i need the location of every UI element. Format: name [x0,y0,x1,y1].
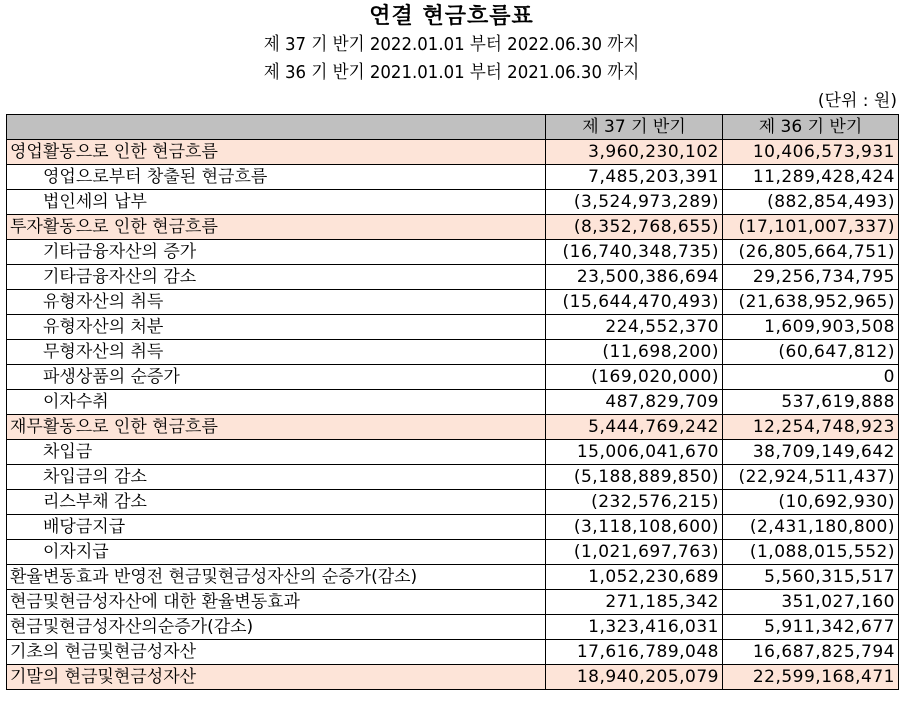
prior-period-value: 29,256,734,795 [723,265,899,290]
prior-period-value: 11,289,428,424 [723,165,899,190]
prior-period-value: 1,609,903,508 [723,315,899,340]
current-period-value: 1,323,416,031 [546,615,723,640]
current-period-value: 23,500,386,694 [546,265,723,290]
prior-period-value: 5,911,342,677 [723,615,899,640]
current-period-value: 15,006,041,670 [546,440,723,465]
table-row [7,140,899,165]
row-label: 영업활동으로 인한 현금흐름 [7,140,546,165]
table-row [7,365,899,390]
prior-period-value: 0 [723,365,899,390]
row-label: 현금및현금성자산의순증가(감소) [7,615,546,640]
row-label: 환율변동효과 반영전 현금및현금성자산의 순증가(감소) [7,565,546,590]
period-prior: 제 36 기 반기 2021.01.01 부터 2021.06.30 까지 [263,62,640,83]
current-period-value: (8,352,768,655) [546,215,723,240]
row-label: 이자수취 [7,390,546,415]
table-row [7,615,899,640]
row-label: 영업으로부터 창출된 현금흐름 [7,165,546,190]
table-row [7,665,899,690]
table-row [7,515,899,540]
row-label: 배당금지급 [7,515,546,540]
current-period-value: 18,940,205,079 [546,665,723,690]
table-row [7,290,899,315]
row-label: 기초의 현금및현금성자산 [7,640,546,665]
table-row [7,540,899,565]
table-row [7,240,899,265]
row-label: 리스부채 감소 [7,490,546,515]
table-row [7,265,899,290]
table-row [7,565,899,590]
current-period-value: 3,960,230,102 [546,140,723,165]
prior-period-value: (21,638,952,965) [723,290,899,315]
table-row [7,165,899,190]
row-label: 투자활동으로 인한 현금흐름 [7,215,546,240]
table-row [7,640,899,665]
prior-period-value: (882,854,493) [723,190,899,215]
current-period-value: 271,185,342 [546,590,723,615]
row-label: 현금및현금성자산에 대한 환율변동효과 [7,590,546,615]
prior-period-value: (22,924,511,437) [723,465,899,490]
table-row [7,490,899,515]
prior-period-value: 351,027,160 [723,590,899,615]
current-period-value: 7,485,203,391 [546,165,723,190]
row-label: 기타금융자산의 감소 [7,265,546,290]
current-period-value: (3,118,108,600) [546,515,723,540]
row-label: 무형자산의 취득 [7,340,546,365]
row-label: 기타금융자산의 증가 [7,240,546,265]
prior-period-value: (60,647,812) [723,340,899,365]
unit-label: (단위 : 원) [817,91,897,111]
cash-flow-table [6,114,899,690]
current-period-value: (15,644,470,493) [546,290,723,315]
current-period-value: 1,052,230,689 [546,565,723,590]
header-prior-period: 제 36 기 반기 [723,115,899,140]
row-label: 기말의 현금및현금성자산 [7,665,546,690]
table-row [7,340,899,365]
current-period-value: 487,829,709 [546,390,723,415]
current-period-value: (169,020,000) [546,365,723,390]
current-period-value: (232,576,215) [546,490,723,515]
prior-period-value: 537,619,888 [723,390,899,415]
document-title: 연결 현금흐름표 [369,4,534,29]
current-period-value: (3,524,973,289) [546,190,723,215]
prior-period-value: 12,254,748,923 [723,415,899,440]
prior-period-value: 5,560,315,517 [723,565,899,590]
table-row [7,415,899,440]
current-period-value: 5,444,769,242 [546,415,723,440]
table-row [7,465,899,490]
table-header-row [7,115,899,140]
period-current: 제 37 기 반기 2022.01.01 부터 2022.06.30 까지 [263,34,640,55]
current-period-value: (11,698,200) [546,340,723,365]
current-period-value: 224,552,370 [546,315,723,340]
table-row [7,590,899,615]
prior-period-value: 16,687,825,794 [723,640,899,665]
header-current-period: 제 37 기 반기 [546,115,723,140]
table-row [7,390,899,415]
row-label: 차입금의 감소 [7,465,546,490]
prior-period-value: (26,805,664,751) [723,240,899,265]
current-period-value: (5,188,889,850) [546,465,723,490]
prior-period-value: (10,692,930) [723,490,899,515]
table-row [7,315,899,340]
table-row [7,190,899,215]
current-period-value: (1,021,697,763) [546,540,723,565]
table-row [7,440,899,465]
table-row [7,215,899,240]
prior-period-value: (1,088,015,552) [723,540,899,565]
row-label: 차입금 [7,440,546,465]
prior-period-value: 22,599,168,471 [723,665,899,690]
row-label: 법인세의 납부 [7,190,546,215]
header-label [7,115,546,140]
current-period-value: 17,616,789,048 [546,640,723,665]
current-period-value: (16,740,348,735) [546,240,723,265]
row-label: 재무활동으로 인한 현금흐름 [7,415,546,440]
prior-period-value: 10,406,573,931 [723,140,899,165]
row-label: 유형자산의 취득 [7,290,546,315]
row-label: 유형자산의 처분 [7,315,546,340]
row-label: 이자지급 [7,540,546,565]
prior-period-value: (2,431,180,800) [723,515,899,540]
prior-period-value: 38,709,149,642 [723,440,899,465]
prior-period-value: (17,101,007,337) [723,215,899,240]
row-label: 파생상품의 순증가 [7,365,546,390]
